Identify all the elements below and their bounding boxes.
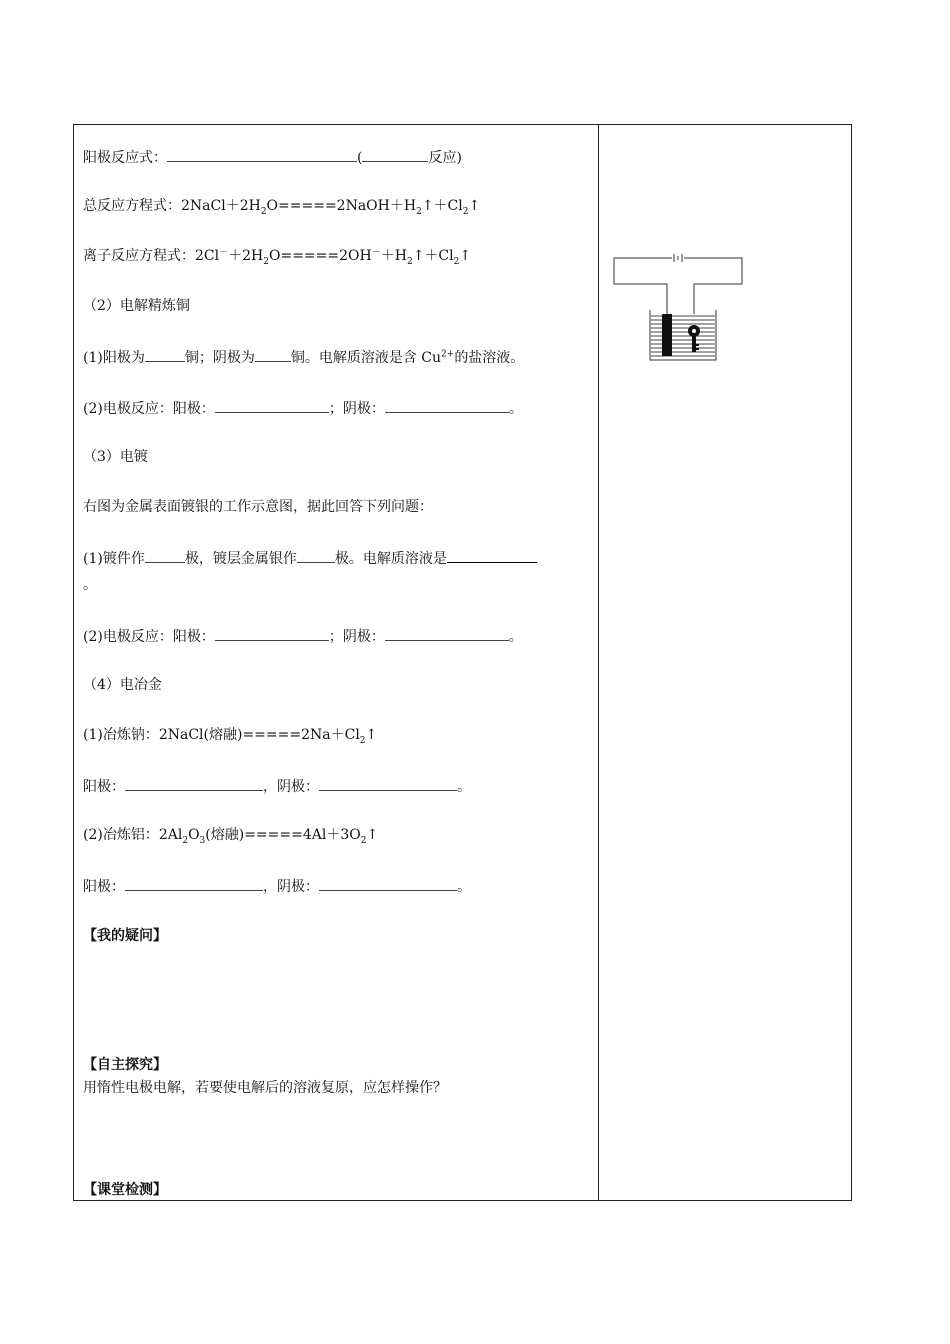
- section-2-question-2: (2)电极反应：阳极： ；阴极： 。: [83, 398, 523, 418]
- anode-reaction-line: 阳极反应式： ( 反应): [83, 147, 462, 167]
- blank[interactable]: [385, 626, 509, 641]
- blank[interactable]: [145, 347, 185, 362]
- blank[interactable]: [145, 548, 185, 563]
- column-divider: [598, 124, 599, 1201]
- total-equation-line: 总反应方程式：$2NaCl+2H_2O=====2NaOH+H_2↑+Cl_2↑$: [83, 198, 481, 217]
- section-3-title: （3）电镀: [83, 449, 148, 465]
- blank[interactable]: [319, 876, 457, 891]
- blank[interactable]: [125, 776, 263, 791]
- circuit-diagram: [612, 254, 744, 364]
- section-3-question-1-end: 。: [83, 577, 97, 593]
- my-question-heading: 【我的疑问】: [83, 928, 167, 944]
- blank[interactable]: [215, 626, 329, 641]
- section-4-title: （4）电冶金: [83, 677, 162, 693]
- blank[interactable]: [255, 347, 291, 362]
- blank[interactable]: [297, 548, 335, 563]
- explore-question: 用惰性电极电解，若要使电解后的溶液复原，应怎样操作？: [83, 1080, 447, 1096]
- sodium-smelting-equation: (1)冶炼钠：2NaCl(熔融)$=====2Na+Cl_2↑$: [83, 727, 378, 746]
- section-3-question-1: (1)镀件作 极，镀层金属银作 极。电解质溶液是: [83, 548, 537, 568]
- sodium-electrode-answers: 阳极： ，阴极： 。: [83, 776, 471, 796]
- blank[interactable]: [167, 147, 357, 162]
- self-explore-heading: 【自主探究】: [83, 1057, 167, 1073]
- blank[interactable]: [362, 147, 428, 162]
- ionic-equation-line: 离子反应方程式：$2Cl^-+2H_2O=====2OH^-+H_2↑+Cl_2↑$: [83, 247, 472, 267]
- electroplating-cell-diagram-icon: [612, 254, 744, 368]
- section-2-title: （2）电解精炼铜: [83, 298, 190, 314]
- section-2-question-1: (1)阳极为 铜；阴极为 铜。电解质溶液是含 $Cu^{2+}$的盐溶液。: [83, 347, 524, 367]
- section-3-question-2: (2)电极反应：阳极： ；阴极： 。: [83, 626, 523, 646]
- blank[interactable]: [319, 776, 457, 791]
- blank[interactable]: [215, 398, 329, 413]
- blank[interactable]: [447, 548, 537, 563]
- aluminum-smelting-equation: (2)冶炼铝：$2Al_2O_3$(熔融)$=====4Al+3O_2↑$: [83, 827, 379, 846]
- blank[interactable]: [125, 876, 263, 891]
- aluminum-electrode-answers: 阳极： ，阴极： 。: [83, 876, 471, 896]
- class-check-heading: 【课堂检测】: [83, 1182, 167, 1198]
- section-3-intro: 右图为金属表面镀银的工作示意图，据此回答下列问题：: [83, 499, 433, 515]
- blank[interactable]: [385, 398, 509, 413]
